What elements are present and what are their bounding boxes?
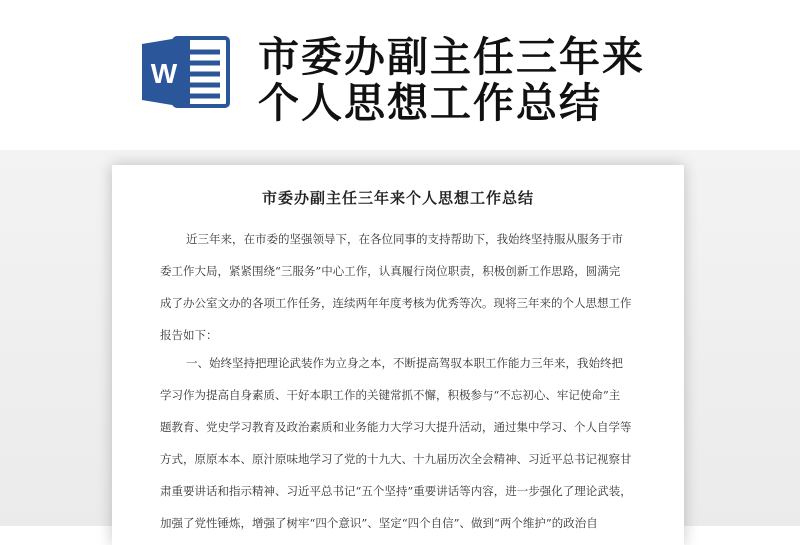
banner-title-line-1: 市委办副主任三年来	[258, 33, 645, 81]
paragraph-line: 报告如下：	[160, 328, 218, 342]
paragraph-line: 一、始终坚持把理论武装作为立身之本，不断提高驾驭本职工作能力三年来，我始终把	[186, 356, 623, 370]
paragraph-intro	[160, 223, 644, 351]
paragraph-section-1	[160, 347, 644, 539]
paragraph-line: 肃重要讲话和指示精神、习近平总书记“五个坚持”重要讲话等内容，进一步强化了理论武装，	[160, 484, 632, 498]
paragraph-line: 题教育、党史学习教育及政治素质和业务能力大学习大提升活动，通过集中学习、个人自学等	[160, 420, 632, 434]
banner-title	[258, 34, 645, 126]
paragraph-line: 成了办公室文办的各项工作任务，连续两年年度考核为优秀等次。现将三年来的个人思想工作	[160, 296, 632, 310]
word-document-icon	[140, 32, 232, 112]
paragraph-line: 学习作为提高自身素质、干好本职工作的关键常抓不懈，积极参与“不忘初心、牢记使命”主	[160, 388, 621, 402]
paragraph-line: 方式，原原本本、原汁原味地学习了党的十九大、十九届历次全会精神、习近平总书记视察甘	[160, 452, 632, 466]
document-page	[112, 165, 684, 545]
word-logo-letter: W	[150, 58, 178, 89]
paragraph-line: 加强了党性锤炼，增强了树牢“四个意识”、坚定“四个自信”、做到“两个维护”的政治自	[160, 516, 598, 530]
document-title: 市委办副主任三年来个人思想工作总结	[261, 189, 534, 207]
banner	[0, 0, 800, 150]
banner-title-line-2: 个人思想工作总结	[258, 79, 602, 127]
paragraph-line: 近三年来，在市委的坚强领导下，在各位同事的支持帮助下，我始终坚持服从服务于市	[186, 232, 623, 246]
paragraph-line: 委工作大局，紧紧围绕“三服务”中心工作，认真履行岗位职责，积极创新工作思路，圆满完	[160, 264, 621, 278]
